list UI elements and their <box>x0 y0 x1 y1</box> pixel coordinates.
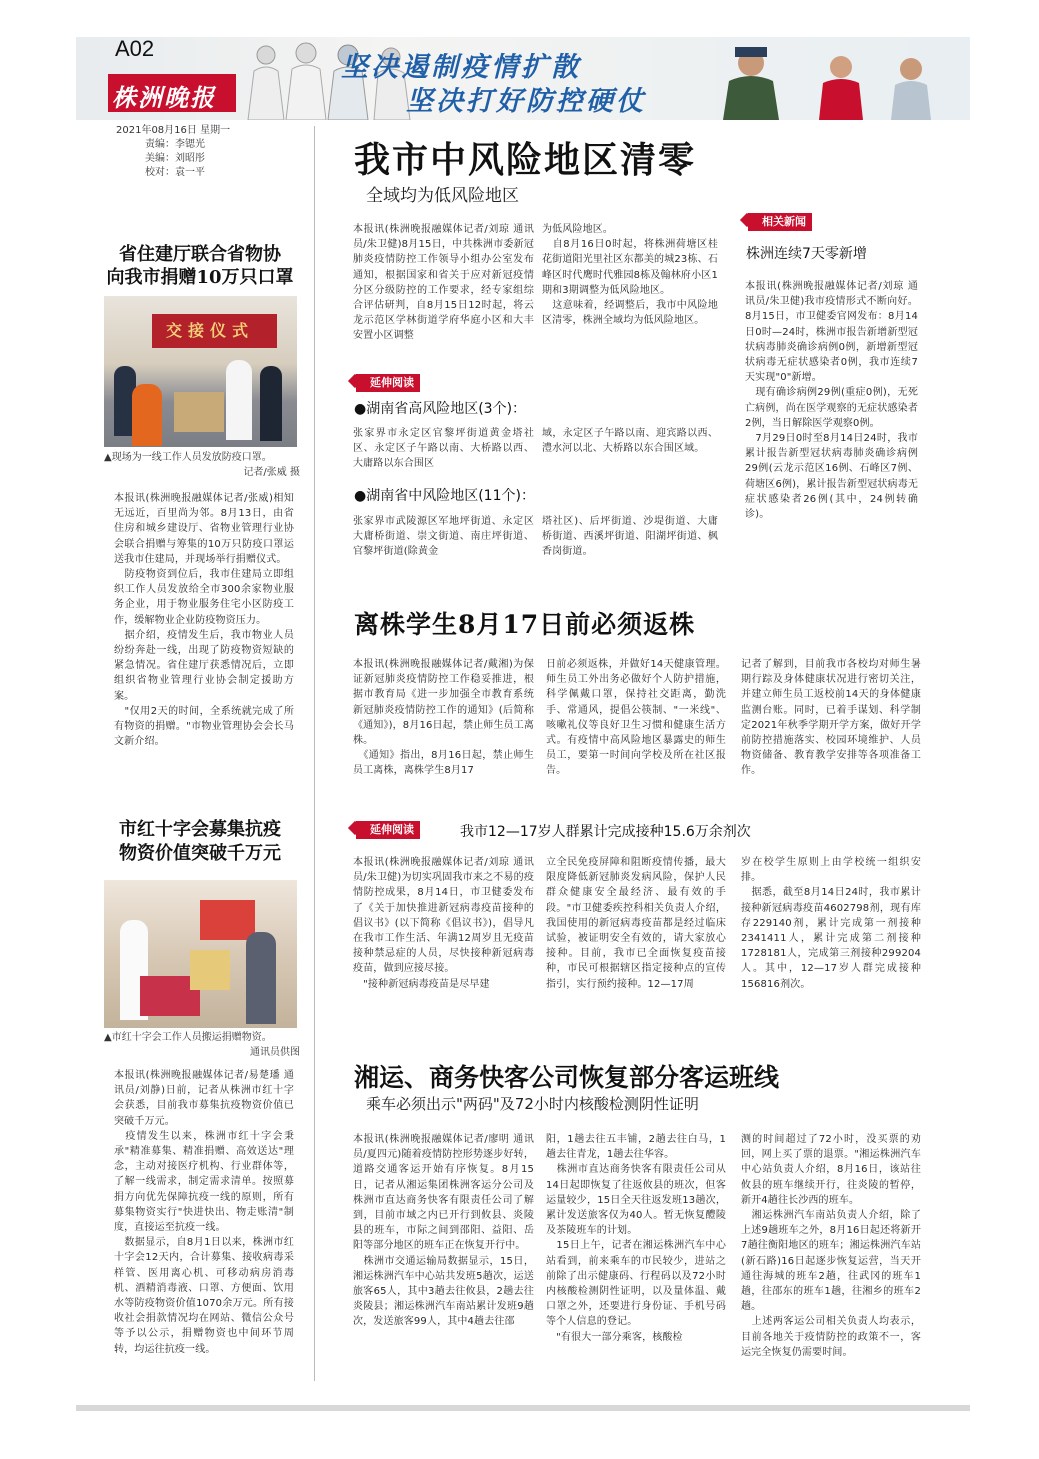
mid-risk-col2: 塔社区)、后坪街道、沙堤街道、大庸桥街道、西溪坪街道、阳湖坪街道、枫香岗街道。 <box>542 516 718 558</box>
vaccine-col3: 岁在校学生原则上由学校统一组织安排。 据悉，截至8月14日24时，我市累计接种新冠病毒疫苗4602798剂，现有库存229140剂，累计完成第一剂接种2341411人，累计完成第二剂接种1728181人，完成第三剂接种299204人。其中，12—17岁人群完成接种156816剂次。 <box>741 857 921 990</box>
main-headline: 我市中风险地区清零 <box>354 139 697 181</box>
transport-col2: 阳，1趟去往五丰铺，2趟去往白马，1趟去往青龙，1趟去往华容。 株洲市直达商务快客有限责任公司从14日起即恢复了往返攸县的班次，但客运量较少，15日全天往返发班13趟次，累计发送旅客仅为40人。暂无恢复醴陵及茶陵班车的计划。 15日上午，记者在湘运株洲汽车中心站看到，前来乘车的市民较少，进站之前除了出示健康码、行程码以及72小时内核酸检测阴性证明，以及量体温、戴口罩之外，还要进行身份证、手机号码等个人信息的登记。 "有很大一部分乘客，核酸检 <box>546 1134 726 1343</box>
extended-reading-tag-1 <box>356 374 420 392</box>
students-headline: 离株学生8月17日前必须返株 <box>354 610 696 639</box>
person-figure <box>226 360 252 440</box>
vaccine-col1: 本报讯(株洲晚报融媒体记者/刘琼 通讯员/朱卫健)为切实巩固我市来之不易的疫情防控成果，8月14日，市卫健委发布了《关于加快推进新冠病毒疫苗接种的倡议书》(以下简称《倡议书》)，倡导凡在我市工作生活、年满12周岁且无疫苗接种禁忌症的人员，尽快接种新冠病毒疫苗，做到应接尽接。 "接种新冠病毒疫苗是尽早建 <box>353 857 534 990</box>
ceremony-banner-text: 交接仪式 <box>166 321 255 340</box>
sidebar1-title-line2: 向我市捐赠10万只口罩 <box>106 267 294 288</box>
brand-logo-text: 株洲晚报 <box>112 83 216 112</box>
students-col3: 记者了解到，目前我市各校均对师生暑期行踪及身体健康状况进行密切关注，并建立师生员工返校前14天的身体健康监测台账。同时，已着手谋划、科学制定2021年秋季学期开学方案，做好开学前防控措施落实、校园环境维护、人员物资储备、教育教学安排等各项准备工作。 <box>741 659 921 777</box>
editor: 责编：李锶光 <box>145 139 205 150</box>
designer: 美编：刘昭彤 <box>145 153 205 164</box>
students-col1: 本报讯(株洲晚报融媒体记者/戴湘)为保证新冠肺炎疫情防控工作稳妥推进，根据市教育局《进一步加强全市教育系统新冠肺炎疫情防控工作的通知》(后简称《通知》)，8月16日起，禁止师生员工离株。 《通知》指出，8月16日起，禁止师生员工离株，离株学生8月17 <box>353 659 534 777</box>
mid-risk-heading: ●湖南省中风险地区(11个)： <box>354 488 535 504</box>
extended-reading-label: 延伸阅读 <box>356 374 420 392</box>
related-news-label: 相关新闻 <box>748 213 812 231</box>
high-risk-col1: 张家界市永定区官黎坪街道黄金塔社区、永定区子午路以南、大桥路以西、大庸路以东合围区 <box>353 428 534 470</box>
person-figure <box>132 384 162 446</box>
sidebar1-caption <box>104 450 300 480</box>
main-subheadline: 全域均为低风险地区 <box>366 186 519 206</box>
related-news-body: 本报讯(株洲晚报融媒体记者/刘琼 通讯员/朱卫健)我市疫情形式不断向好。8月15日，市卫健委官网发布：8月14日0时—24时，株洲市报告新增新型冠状病毒肺炎确诊病例0例，新增新型冠状病毒无症状感染者0例，我市连续7天实现"0"新增。 现有确诊病例29例(重症0例)，无死亡病例，尚在医学观察的无症状感染者2例，当日解除医学观察0例。 7月29日0时至8月14日24时，我市累计报告新型冠状病毒肺炎确诊病例29例(云龙示范区16例、石峰区7例、荷塘区6例)，累计报告新型冠状病毒无症状感染者26例(其中，24例转确诊)。 <box>745 281 918 521</box>
donation-box <box>200 900 255 940</box>
slogan-line-2: 坚决打好防控硬仗 <box>406 86 646 117</box>
sidebar1-caption-text: ▲现场为一线工作人员发放防疫口罩。 <box>104 452 272 463</box>
column-divider <box>314 126 315 1381</box>
sidebar2-title-line1: 市红十字会募集抗疫 <box>119 819 281 840</box>
sidebar1-title-line1: 省住建厅联合省物协 <box>119 244 281 265</box>
sidebar2-body: 本报讯(株洲晚报融媒体记者/易楚璠 通讯员/刘静)日前，记者从株洲市红十字会获悉，目前我市募集抗疫物资价值已突破千万元。 疫情发生以来，株洲市红十字会秉承"精准募集、精准捐赠、高效送达"理念，主动对接医疗机构、行业群体等，了解一线需求，制定需求清单。按照募捐方向优先保障抗疫一线的原则，所有募集物资实行"快进快出、物走账清"制度，直接运至抗疫一线。 数据显示，自8月1日以来，株洲市红十字会12天内，合计募集、接收病毒采样管、医用离心机、可移动病房消毒机、酒精消毒液、口罩、方便面、饮用水等防疫物资价值1070余万元。所有接收社会捐款情况均在网站、微信公众号等予以公示，捐赠物资也中间环节周转，均运往抗疫一线。 <box>114 1070 294 1355</box>
vaccine-col2: 立全民免疫屏障和阻断疫情传播，最大限度降低新冠肺炎发病风险，保护人民群众健康安全最经济、最有效的手段。"市卫健委疾控科相关负责人介绍，我国使用的新冠病毒疫苗都是经过临床试验，被证明安全有效的，请大家放心接种。目前，我市已全面恢复疫苗接种，市民可根据辖区指定接种点的宣传指引，实行预约接种。12—17周 <box>546 857 726 990</box>
issue-date: 2021年08月16日 星期一 <box>116 125 231 136</box>
sidebar2-title-line2: 物资价值突破千万元 <box>119 843 281 864</box>
related-news-title: 株洲连续7天零新增 <box>746 246 867 262</box>
mask-box <box>174 392 224 432</box>
slogan-line-1: 坚决遏制疫情扩散 <box>341 52 581 83</box>
donation-ceremony-photo <box>104 296 297 447</box>
main-article-col1: 本报讯(株洲晚报融媒体记者/刘琼 通讯员/朱卫健)8月15日，中共株洲市委新冠肺炎疫情防控工作领导小组办公室发布通知，根据国家和省关于应对新冠疫情分区分级防控的工作要求，经专家组综合评估研判，自8月15日12时起，将云龙示范区学林街道学府华庭小区和大丰安置小区调整 <box>353 224 534 342</box>
main-article-col2: 为低风险地区。 自8月16日0时起，将株洲荷塘区桂花街道阳光里社区东都美的城23栋、石峰区时代鹰时代雅园8栋及翰林府小区1期和3期调整为低风险地区。 这意味着，经调整后，我市中风险地区清零，株洲全域均为低风险地区。 <box>542 224 718 327</box>
extended-reading-label: 延伸阅读 <box>356 821 420 839</box>
transport-col3: 测的时间超过了72小时，没买票的劝回，网上买了票的退票。"湘运株洲汽车中心站负责人介绍，8月16日，该站往攸县的班车继续开行，往炎陵的暂停，新开4趟往长沙西的班车。 湘运株洲汽车南站负责人介绍，除了上述9趟班车之外，8月16日起还将新开7趟往衡阳地区的班车；湘运株洲汽车站(新石路)16日起逐步恢复运营，当天开通往海城的班车2趟，往武冈的班车1趟，往邵东的班车1趟，往湘乡的班车2趟。 上述两客运公司相关负责人均表示，目前各地关于疫情防控的政策不一，客运完全恢复仍需要时间。 <box>741 1134 921 1358</box>
high-risk-heading: ●湖南省高风险地区(3个)： <box>354 401 527 417</box>
vaccine-headline: 我市12—17岁人群累计完成接种15.6万余剂次 <box>460 824 751 840</box>
students-col2: 日前必须返株，并做好14天健康管理。师生员工外出务必做好个人防护措施，科学佩戴口罩，保持社交距离，勤洗手、常通风，提倡公筷制、"一米线"、咳嗽礼仪等良好卫生习惯和健康生活方式。有疫情中高风险地区暴露史的师生员工，要第一时间向学校及所在社区报告。 <box>546 659 726 777</box>
mid-risk-col1: 张家界市武陵源区军地坪街道、永定区大庸桥街道、崇文街道、南庄坪街道、官黎坪街道(除黄金 <box>353 516 534 558</box>
sidebar1-body: 本报讯(株洲晚报融媒体记者/张威)相知无远近，百里尚为邻。8月13日，由省住房和城乡建设厅、省物业管理行业协会联合捐赠与筹集的10万只防疫口罩运送我市住建局，并现场举行捐赠仪式。 防疫物资到位后，我市住建局立即组织工作人员发放给全市300余家物业服务企业，用于物业服务住宅小区防疫工作，缓解物业企业防疫物资压力。 据介绍，疫情发生后，我市物业人员纷纷奔赴一线，出现了防疫物资短缺的紧急情况。省住建厅获悉情况后，立即组织省物业管理行业协会制定援助方案。 "仅用2天的时间，全系统就完成了所有物资的捐赠。"市物业管理协会会长马文新介绍。 <box>114 493 294 748</box>
sidebar2-caption-text: ▲市红十字会工作人员搬运捐赠物资。 <box>104 1032 272 1043</box>
related-news-tag <box>748 213 812 231</box>
sidebar1-photo-credit: 记者/张威 摄 <box>243 467 300 478</box>
extended-reading-tag-2 <box>356 821 420 839</box>
transport-col1: 本报讯(株洲晚报融媒体记者/廖明 通讯员/夏四元)随着疫情防控形势逐步好转，道路交通客运开始有序恢复。8月15日，记者从湘运集团株洲客运分公司及株洲市直达商务快客有限责任公司了解到，目前市域之内已开行到攸县、炎陵县的班车，市际之间到邵阳、益阳、岳阳等部分地区的班车正在恢复开行中。 株洲市交通运输局数据显示，15日，湘运株洲汽车中心站共发班5趟次，运送旅客65人，其中3趟去往攸县，2趟去往炎陵县；湘运株洲汽车南站累计发班9趟次，发送旅客99人，其中4趟去往邵 <box>353 1134 534 1328</box>
red-cross-photo <box>104 880 297 1028</box>
donation-box <box>190 950 230 990</box>
high-risk-col2: 域，永定区子午路以南、迎宾路以西、澧水河以北、大桥路以东合围区域。 <box>542 428 718 455</box>
page-number: A02 <box>115 36 155 61</box>
proofreader: 校对：袁一平 <box>145 167 205 178</box>
issue-info <box>116 124 230 180</box>
sidebar2-caption <box>104 1030 300 1060</box>
person-figure <box>246 932 276 1024</box>
police-illustration <box>691 37 970 120</box>
footer-rule <box>76 1405 970 1411</box>
person-figure <box>260 366 282 441</box>
sidebar1-headline <box>100 243 300 289</box>
transport-headline: 湘运、商务快客公司恢复部分客运班线 <box>354 1063 780 1092</box>
transport-subheadline: 乘车必须出示"两码"及72小时内核酸检测阴性证明 <box>366 1095 699 1113</box>
sidebar2-photo-credit: 通讯员供图 <box>250 1047 300 1058</box>
sidebar2-headline <box>100 818 300 866</box>
